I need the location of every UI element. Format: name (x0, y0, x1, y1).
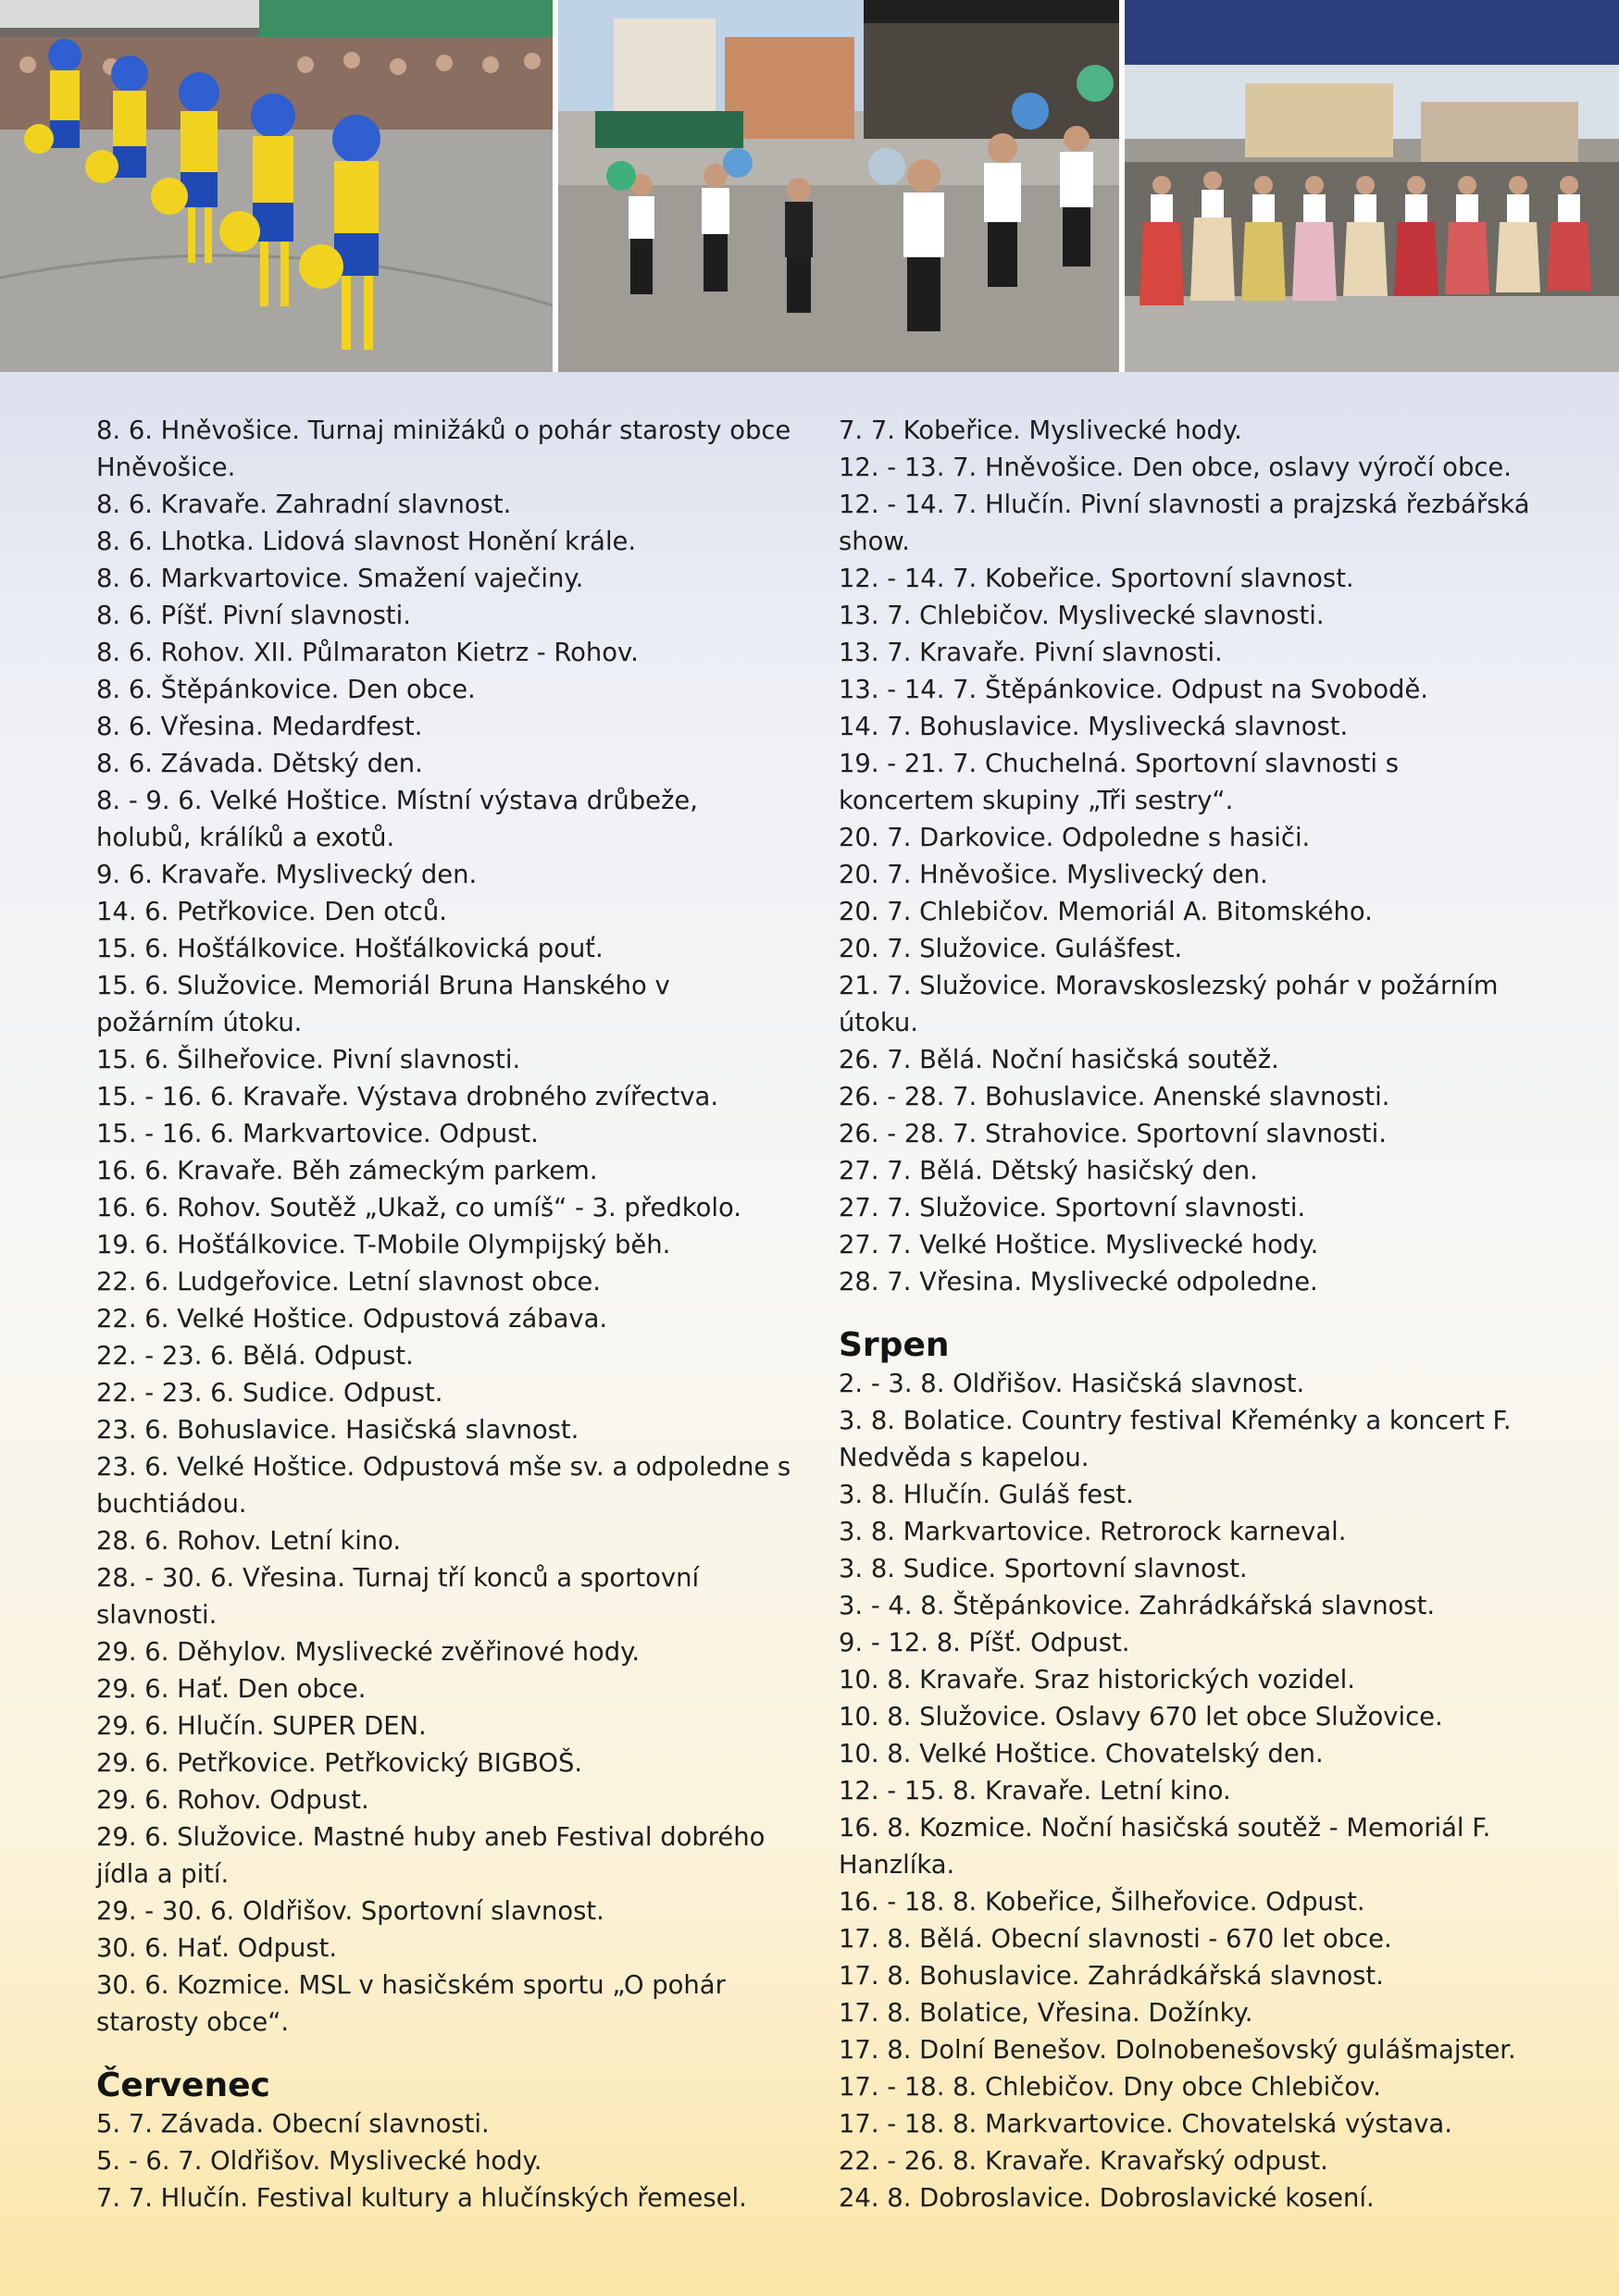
event-entry: 22. - 23. 6. Bělá. Odpust. (96, 1342, 414, 1371)
event-entry: 12. - 13. 7. Hněvošice. Den obce, oslavy výročí obce. (839, 453, 1512, 482)
event-entry: 21. 7. Služovice. Moravskoslezský pohár v požárním útoku. (839, 972, 1499, 1037)
event-entry: 5. - 6. 7. Oldřišov. Myslivecké hody. (96, 2147, 542, 2176)
event-entry: 15. - 16. 6. Markvartovice. Odpust. (96, 1120, 539, 1148)
event-entry: 3. - 4. 8. Štěpánkovice. Zahrádkářská slavnost. (839, 1592, 1436, 1620)
event-entry: 22. 6. Ludgeřovice. Letní slavnost obce. (96, 1268, 601, 1297)
event-entry: 9. 6. Kravaře. Myslivecký den. (96, 861, 478, 889)
event-entry: 10. 8. Kravaře. Sraz historických vozidel. (839, 1666, 1355, 1694)
event-entry: 30. 6. Hať. Odpust. (96, 1934, 338, 1963)
event-entry: 17. 8. Bolatice, Vřesina. Dožínky. (839, 1999, 1253, 2028)
event-entry: 22. 6. Velké Hoštice. Odpustová zábava. (96, 1305, 608, 1334)
event-entry: 23. 6. Velké Hoštice. Odpustová mše sv. a odpoledne s buchtiádou. (96, 1453, 791, 1519)
event-entry: 22. - 23. 6. Sudice. Odpust. (96, 1379, 443, 1408)
event-entry: 12. - 14. 7. Hlučín. Pivní slavnosti a prajzská řezbářská show. (839, 490, 1530, 556)
photo-folk-dancers (1125, 0, 1619, 372)
photo-cheerleaders (0, 0, 553, 372)
event-entry: 13. 7. Kravaře. Pivní slavnosti. (839, 639, 1223, 667)
event-entry: 29. - 30. 6. Oldřišov. Sportovní slavnost. (96, 1897, 604, 1926)
event-entry: 8. 6. Lhotka. Lidová slavnost Honění krále. (96, 527, 637, 556)
event-entry: 8. 6. Píšť. Pivní slavnosti. (96, 602, 411, 630)
photo-pompom-dancers (558, 0, 1119, 372)
event-entry: 8. 6. Hněvošice. Turnaj minižáků o pohár starosty obce Hněvošice. (96, 416, 791, 482)
event-entry: 15. - 16. 6. Kravaře. Výstava drobného zvířectva. (96, 1083, 719, 1111)
event-entry: 16. 6. Rohov. Soutěž „Ukaž, co umíš“ - 3. předkolo. (96, 1194, 741, 1222)
event-entry: 14. 7. Bohuslavice. Myslivecká slavnost. (839, 713, 1349, 741)
event-entry: 19. 6. Hošťálkovice. T-Mobile Olympijský běh. (96, 1231, 671, 1260)
event-entry: 13. 7. Chlebičov. Myslivecké slavnosti. (839, 602, 1325, 630)
event-entry: 22. - 26. 8. Kravaře. Kravařský odpust. (839, 2147, 1328, 2176)
month-heading-cervenec: Červenec (96, 2066, 270, 2104)
event-entry: 29. 6. Hať. Den obce. (96, 1675, 367, 1704)
event-entry: 23. 6. Bohuslavice. Hasičská slavnost. (96, 1416, 579, 1445)
event-entry: 16. - 18. 8. Kobeřice, Šilheřovice. Odpust. (839, 1888, 1365, 1917)
event-entry: 8. 6. Štěpánkovice. Den obce. (96, 676, 476, 704)
event-entry: 15. 6. Šilheřovice. Pivní slavnosti. (96, 1046, 521, 1074)
event-entry: 15. 6. Hošťálkovice. Hošťálkovická pouť. (96, 935, 604, 963)
event-entry: 27. 7. Bělá. Dětský hasičský den. (839, 1157, 1258, 1185)
event-entry: 29. 6. Hlučín. SUPER DEN. (96, 1712, 427, 1741)
event-entry: 28. - 30. 6. Vřesina. Turnaj tří konců a sportovní slavnosti. (96, 1564, 700, 1630)
event-entry: 20. 7. Chlebičov. Memoriál A. Bitomského. (839, 898, 1373, 926)
month-heading-srpen: Srpen (839, 1326, 950, 1364)
event-entry: 8. 6. Závada. Dětský den. (96, 750, 423, 778)
event-entry: 20. 7. Služovice. Gulášfest. (839, 935, 1183, 963)
event-entry: 26. - 28. 7. Bohuslavice. Anenské slavnosti. (839, 1083, 1390, 1111)
event-entry: 13. - 14. 7. Štěpánkovice. Odpust na Svobodě. (839, 676, 1428, 704)
event-entry: 26. 7. Bělá. Noční hasičská soutěž. (839, 1046, 1279, 1074)
event-entry: 16. 8. Kozmice. Noční hasičská soutěž - Memoriál F. Hanzlíka. (839, 1814, 1491, 1880)
right-column (839, 413, 1537, 2217)
event-entry: 17. - 18. 8. Chlebičov. Dny obce Chlebičov. (839, 2073, 1381, 2102)
event-entry: 14. 6. Petřkovice. Den otců. (96, 898, 447, 926)
event-entry: 8. 6. Markvartovice. Smažení vaječiny. (96, 565, 584, 593)
event-entry: 17. 8. Bělá. Obecní slavnosti - 670 let obce. (839, 1925, 1392, 1954)
event-entry: 28. 6. Rohov. Letní kino. (96, 1527, 402, 1556)
event-entry: 16. 6. Kravaře. Běh zámeckým parkem. (96, 1157, 598, 1185)
event-entry: 9. - 12. 8. Píšť. Odpust. (839, 1629, 1130, 1657)
event-entry: 19. - 21. 7. Chuchelná. Sportovní slavnosti s koncertem skupiny „Tři sestry“. (839, 750, 1400, 815)
event-entry: 3. 8. Hlučín. Guláš fest. (839, 1481, 1134, 1509)
event-entry: 17. - 18. 8. Markvartovice. Chovatelská výstava. (839, 2110, 1452, 2139)
event-entry: 20. 7. Darkovice. Odpoledne s hasiči. (839, 824, 1311, 852)
event-entry: 17. 8. Bohuslavice. Zahrádkářská slavnost. (839, 1962, 1384, 1991)
event-entry: 7. 7. Hlučín. Festival kultury a hlučínských řemesel. (96, 2184, 747, 2213)
event-entry: 30. 6. Kozmice. MSL v hasičském sportu „O pohár starosty obce“. (96, 1971, 726, 2037)
event-entry: 10. 8. Služovice. Oslavy 670 let obce Služovice. (839, 1703, 1443, 1731)
event-entry: 8. 6. Kravaře. Zahradní slavnost. (96, 490, 512, 519)
left-column (96, 413, 794, 2217)
event-entry: 8. 6. Vřesina. Medardfest. (96, 713, 423, 741)
event-entry: 8. 6. Rohov. XII. Půlmaraton Kietrz - Rohov. (96, 639, 639, 667)
event-entry: 29. 6. Děhylov. Myslivecké zvěřinové hody. (96, 1638, 641, 1667)
event-entry: 15. 6. Služovice. Memoriál Bruna Hanského v požárním útoku. (96, 972, 670, 1037)
event-entry: 5. 7. Závada. Obecní slavnosti. (96, 2110, 490, 2139)
event-entry: 8. - 9. 6. Velké Hoštice. Místní výstava drůbeže, holubů, králíků a exotů. (96, 787, 698, 852)
event-entry: 2. - 3. 8. Oldřišov. Hasičská slavnost. (839, 1370, 1305, 1398)
event-entry: 26. - 28. 7. Strahovice. Sportovní slavnosti. (839, 1120, 1387, 1148)
event-entry: 29. 6. Rohov. Odpust. (96, 1786, 369, 1815)
event-entry: 17. 8. Dolní Benešov. Dolnobenešovský gulášmajster. (839, 2036, 1516, 2065)
event-entry: 28. 7. Vřesina. Myslivecké odpoledne. (839, 1268, 1318, 1297)
event-entry: 27. 7. Velké Hoštice. Myslivecké hody. (839, 1231, 1319, 1260)
event-entry: 29. 6. Petřkovice. Petřkovický BIGBOŠ. (96, 1749, 583, 1778)
event-entry: 3. 8. Bolatice. Country festival Křeménky a koncert F. Nedvěda s kapelou. (839, 1407, 1512, 1472)
photo-strip (0, 0, 1619, 372)
event-entry: 24. 8. Dobroslavice. Dobroslavické kosení. (839, 2184, 1375, 2213)
event-entry: 3. 8. Markvartovice. Retrorock karneval. (839, 1518, 1347, 1546)
event-entry: 7. 7. Kobeřice. Myslivecké hody. (839, 416, 1242, 445)
event-entry: 20. 7. Hněvošice. Myslivecký den. (839, 861, 1268, 889)
event-entry: 27. 7. Služovice. Sportovní slavnosti. (839, 1194, 1306, 1222)
event-entry: 12. - 15. 8. Kravaře. Letní kino. (839, 1777, 1231, 1806)
event-entry: 10. 8. Velké Hoštice. Chovatelský den. (839, 1740, 1324, 1769)
event-entry: 3. 8. Sudice. Sportovní slavnost. (839, 1555, 1248, 1583)
event-entry: 29. 6. Služovice. Mastné huby aneb Festival dobrého jídla a pití. (96, 1823, 766, 1889)
event-entry: 12. - 14. 7. Kobeřice. Sportovní slavnost. (839, 565, 1354, 593)
